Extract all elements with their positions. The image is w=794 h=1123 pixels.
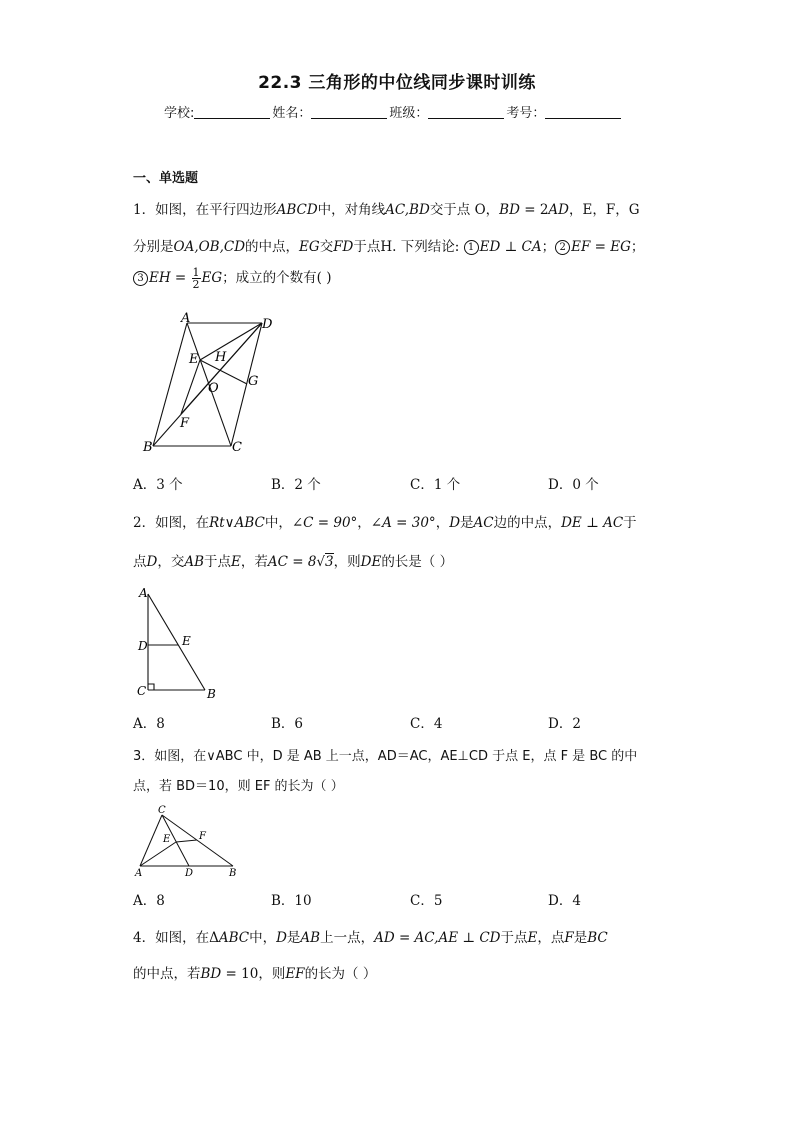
q4-text: = 10，则 xyxy=(221,966,286,982)
q2-label-C: C xyxy=(137,684,147,698)
q1-label-O: O xyxy=(208,381,219,396)
q2-text: 的长是（ ） xyxy=(381,554,454,570)
q4-text: ，点 xyxy=(537,930,565,946)
q4-math: BC xyxy=(587,930,608,946)
q3-line-2: 点，若 BD＝10，则 EF 的长为（ ） xyxy=(133,779,344,794)
q1-text: 交于点 O， xyxy=(429,202,500,218)
q1-text: ； xyxy=(630,239,645,255)
class-label: 班级： xyxy=(389,106,429,121)
q4-line-1 xyxy=(133,926,608,946)
circled-number-2: 2 xyxy=(555,240,570,255)
q3-label-A: A xyxy=(135,868,143,879)
q1-text: 分别是 xyxy=(133,239,174,255)
q1-text: 于点H. 下列结论: xyxy=(353,239,464,255)
q4-math: F xyxy=(564,930,574,946)
q2-math: D xyxy=(146,554,158,570)
q2-label-D: D xyxy=(138,639,148,653)
q2-math: Rt∨ABC xyxy=(209,515,265,531)
q2-sqrt-radicand: 3 xyxy=(325,554,334,570)
q4-math: D xyxy=(276,930,287,946)
q3-option-d[interactable]: D．4 xyxy=(548,893,581,909)
q1-edge xyxy=(200,323,262,360)
q1-text: 中，对角线 xyxy=(317,202,386,218)
q1-line-1 xyxy=(133,198,640,218)
q2-text: 于点 xyxy=(204,554,231,570)
q2-text: 边的中点， xyxy=(493,515,562,531)
q2-label-A: A xyxy=(139,586,148,600)
q4-text: 的长为（ ） xyxy=(304,966,377,982)
q1-label-E: E xyxy=(189,352,199,367)
q1-label-F: F xyxy=(180,416,190,431)
q4-text: 于点 xyxy=(500,930,528,946)
q4-math: AB xyxy=(300,930,321,946)
q1-math: EH = xyxy=(149,270,191,286)
q4-math: EF xyxy=(285,966,305,982)
q2-line-2: 点D，交AB于点E，若AC = 8√3，则DE的长是（ ） xyxy=(133,554,454,570)
q2-math: E xyxy=(231,554,241,570)
q1-label-A: A xyxy=(181,311,191,326)
q2-text: ，交 xyxy=(157,554,185,570)
q3-option-b[interactable]: B．10 xyxy=(271,893,312,909)
q1-line-2 xyxy=(133,235,644,255)
q1-math: AC,BD xyxy=(385,202,430,218)
q2-text: 是 xyxy=(460,515,474,531)
q3-label-F: F xyxy=(199,831,206,842)
q4-math: AD = AC,AE ⊥ CD xyxy=(374,930,501,946)
q2-math: AC xyxy=(473,515,494,531)
class-blank[interactable] xyxy=(428,105,504,119)
q1-text: ；成立的个数有( ) xyxy=(222,270,332,286)
q4-text: 是 xyxy=(573,930,588,946)
circled-number-1: 1 xyxy=(464,240,479,255)
q2-text: ， xyxy=(357,515,371,531)
q1-option-d[interactable]: D．0 个 xyxy=(548,477,599,493)
name-blank[interactable] xyxy=(311,105,387,119)
q2-option-b[interactable]: B．6 xyxy=(271,716,304,732)
q1-label-B: B xyxy=(143,440,153,455)
q1-text: ，E，F，G xyxy=(568,202,640,218)
school-label: 学校: xyxy=(164,106,195,121)
q1-label-G: G xyxy=(248,374,259,389)
q4-text: 4．如图，在Δ xyxy=(133,930,219,946)
q3-line-1: 3．如图，在∨ABC 中，D 是 AB 上一点，AD＝AC，AE⊥CD 于点 E，点 F 是 BC 的中 xyxy=(133,749,638,764)
q3-label-D: D xyxy=(185,868,194,879)
q1-math: EG xyxy=(299,239,320,255)
q2-label-B: B xyxy=(207,687,216,701)
q2-math: D xyxy=(449,515,461,531)
q1-math: EF = EG xyxy=(571,239,631,255)
q2-option-a[interactable]: A．8 xyxy=(133,716,165,732)
q2-right-angle-mark xyxy=(148,684,154,690)
q1-math: OA,OB,CD xyxy=(173,239,246,255)
q2-text: 点 xyxy=(133,554,147,570)
q2-option-d[interactable]: D．2 xyxy=(548,716,581,732)
q3-edge xyxy=(176,840,197,842)
q2-text: ，则 xyxy=(333,554,361,570)
section-heading: 一、单选题 xyxy=(133,171,199,186)
q4-math: BD xyxy=(200,966,222,982)
q2-text: 中， xyxy=(264,515,292,531)
q2-math: AB xyxy=(184,554,204,570)
q1-text: 交 xyxy=(319,239,334,255)
school-blank[interactable] xyxy=(194,105,270,119)
q3-label-B: B xyxy=(229,868,237,879)
q1-line-3 xyxy=(133,266,332,290)
q2-text: 于 xyxy=(623,515,637,531)
q1-option-c[interactable]: C．1 个 xyxy=(410,477,461,493)
q2-text: ， xyxy=(435,515,450,531)
q1-option-b[interactable]: B．2 个 xyxy=(271,477,321,493)
q1-label-H: H xyxy=(215,350,227,365)
q1-figure xyxy=(140,310,280,460)
q4-text: 上一点， xyxy=(320,930,375,946)
q1-math: ED ⊥ CA xyxy=(479,239,542,255)
student-info-row xyxy=(164,102,623,121)
page-title: 22.3 三角形的中位线同步课时训练 xyxy=(258,73,536,93)
q1-label-C: C xyxy=(232,440,242,455)
q1-edge xyxy=(181,323,262,414)
q2-edge xyxy=(148,594,205,690)
q2-math: AC = 8 xyxy=(267,554,317,570)
q3-option-c[interactable]: C．5 xyxy=(410,893,443,909)
fraction-numerator: 1 xyxy=(192,266,200,279)
q1-option-a[interactable]: A．3 个 xyxy=(133,477,183,493)
number-label: 考号： xyxy=(506,106,546,121)
q1-edge xyxy=(181,360,200,414)
q3-label-C: C xyxy=(158,805,166,816)
q2-figure xyxy=(130,580,230,705)
q4-text: 的中点，若 xyxy=(133,966,201,982)
q4-text: 中， xyxy=(249,930,277,946)
q4-math: E xyxy=(527,930,538,946)
q4-math: ABC xyxy=(218,930,250,946)
q2-math: DE xyxy=(360,554,382,570)
q1-text: 1．如图，在平行四边形 xyxy=(133,202,277,218)
q1-math: BD xyxy=(499,202,520,218)
q2-option-c[interactable]: C．4 xyxy=(410,716,443,732)
q4-text: 是 xyxy=(286,930,301,946)
q2-label-E: E xyxy=(182,634,191,648)
q1-label-D: D xyxy=(262,317,273,332)
q1-math: FD xyxy=(333,239,354,255)
q4-line-2 xyxy=(133,962,376,982)
q2-math: DE ⊥ AC xyxy=(561,515,624,531)
q1-text: 的中点， xyxy=(245,239,300,255)
q1-math: ABCD xyxy=(276,202,318,218)
circled-number-3: 3 xyxy=(133,271,148,286)
fraction-denominator: 2 xyxy=(192,278,200,291)
q1-text: ； xyxy=(541,239,556,255)
q1-math: AD xyxy=(548,202,569,218)
q2-line-1 xyxy=(133,511,637,531)
q1-math: EG xyxy=(201,270,223,286)
q3-option-a[interactable]: A．8 xyxy=(133,893,165,909)
q2-math: ∠A = 30° xyxy=(370,515,436,531)
name-label: 姓名： xyxy=(272,106,312,121)
number-blank[interactable] xyxy=(545,105,621,119)
q3-figure xyxy=(132,802,242,880)
q2-math: ∠C = 90° xyxy=(291,515,358,531)
q3-edge xyxy=(162,815,233,866)
q2-text: ，若 xyxy=(240,554,268,570)
q2-text: 2．如图，在 xyxy=(133,515,210,531)
q1-text: = 2 xyxy=(519,202,549,218)
fraction xyxy=(192,267,201,290)
q3-label-E: E xyxy=(163,834,171,845)
